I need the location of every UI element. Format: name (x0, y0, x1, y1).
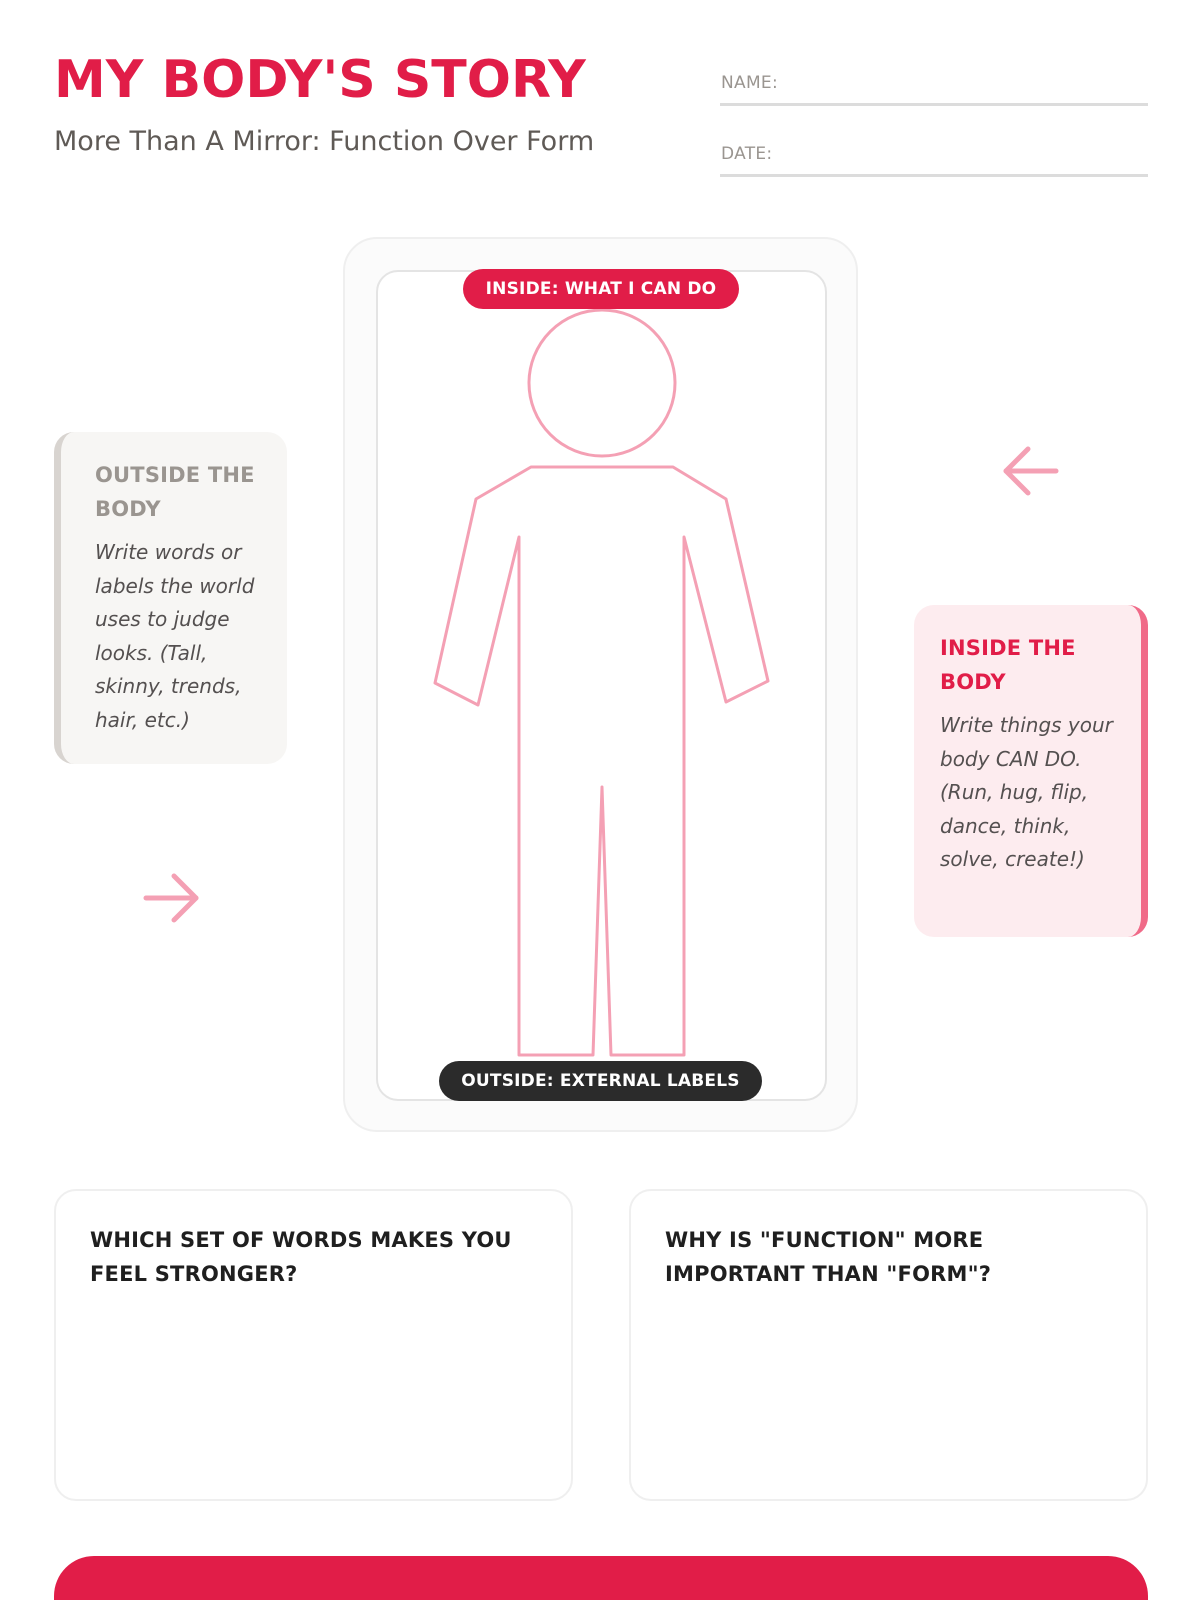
question-box-function[interactable] (629, 1189, 1148, 1501)
outside-body-note (54, 432, 287, 764)
arrow-right-icon (138, 868, 204, 928)
question-box-stronger[interactable] (54, 1189, 573, 1501)
date-label: DATE: (721, 144, 773, 164)
outside-tag: OUTSIDE: EXTERNAL LABELS (439, 1061, 762, 1101)
name-label: NAME: (721, 73, 778, 93)
question-text: WHICH SET OF WORDS MAKES YOU FEEL STRONGER? (90, 1228, 512, 1286)
inside-body-text: Write things your body CAN DO. (Run, hug, flip, dance, think, solve, create!) (940, 713, 1113, 871)
worksheet-subtitle: More Than A Mirror: Function Over Form (54, 126, 595, 157)
outside-body-text: Write words or labels the world uses to judge looks. (Tall, skinny, trends, hair, etc.) (95, 540, 255, 732)
inside-body-note (914, 605, 1148, 937)
arrow-left-icon (998, 441, 1064, 501)
inside-tag: INSIDE: WHAT I CAN DO (463, 269, 739, 309)
question-text: WHY IS "FUNCTION" MORE IMPORTANT THAN "FORM"? (665, 1228, 992, 1286)
date-field[interactable] (720, 143, 1148, 177)
inside-body-title: INSIDE THE BODY (940, 636, 1076, 694)
worksheet-title: MY BODY'S STORY (54, 50, 586, 110)
footer-bar (54, 1556, 1148, 1600)
outside-body-title: OUTSIDE THE BODY (95, 463, 255, 521)
name-field[interactable] (720, 72, 1148, 106)
body-outline-icon (343, 237, 858, 1132)
